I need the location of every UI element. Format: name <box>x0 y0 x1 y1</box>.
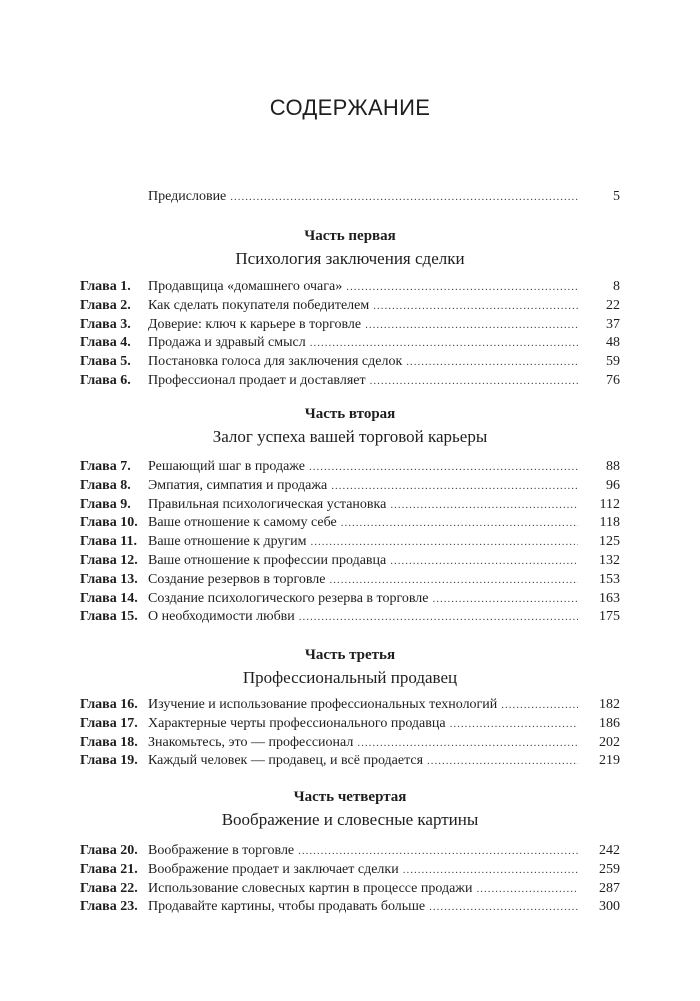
toc-entry[interactable] <box>80 334 620 353</box>
leader-dots <box>311 533 579 552</box>
page-number: 96 <box>606 477 620 493</box>
chapter-list <box>80 278 620 391</box>
leader-dots <box>476 880 578 899</box>
part-subtitle: Залог успеха вашей торговой карьеры <box>212 427 488 446</box>
chapter-label: Глава 18. <box>80 734 138 750</box>
toc-entry[interactable] <box>80 590 620 609</box>
chapter-title: Доверие: ключ к карьере в торговле <box>148 316 362 332</box>
part-heading: Часть четвертая <box>293 789 407 805</box>
leader-dots <box>433 590 579 609</box>
page-number: 186 <box>599 715 620 731</box>
chapter-title: Эмпатия, симпатия и продажа <box>148 477 328 493</box>
leader-dots <box>427 752 578 771</box>
chapter-title: Ваше отношение к профессии продавца <box>148 552 387 568</box>
chapter-title: Продажа и здравый смысл <box>148 335 306 351</box>
chapter-title: Каждый человек — продавец, и всё продается <box>148 753 424 769</box>
page-number: 182 <box>599 697 620 712</box>
chapter-label: Глава 16. <box>80 697 138 712</box>
page-number: 22 <box>606 297 620 313</box>
chapter-label: Глава 2. <box>80 297 131 313</box>
page-number: 5 <box>613 189 620 204</box>
toc-entry[interactable] <box>80 316 620 335</box>
page-number: 8 <box>613 279 620 294</box>
part-subtitle: Воображение и словесные картины <box>221 810 479 829</box>
toc-entry[interactable] <box>80 734 620 753</box>
chapter-title: Решающий шаг в продаже <box>148 459 306 474</box>
page-number: 88 <box>606 459 620 474</box>
page-number: 300 <box>599 899 620 915</box>
leader-dots <box>346 278 578 297</box>
chapter-label: Глава 11. <box>80 534 137 550</box>
leader-dots <box>299 608 578 627</box>
chapter-label: Глава 22. <box>80 880 138 896</box>
page-number: 118 <box>599 515 620 531</box>
page-number: 259 <box>599 861 620 877</box>
toc-entry[interactable] <box>80 715 620 734</box>
chapter-label: Глава 23. <box>80 899 138 915</box>
toc-entry[interactable] <box>80 898 620 917</box>
toc-entry[interactable] <box>80 458 620 477</box>
chapter-title: Профессионал продает и доставляет <box>148 372 366 388</box>
chapter-label: Глава 3. <box>80 316 131 332</box>
page-number: 125 <box>599 534 620 550</box>
part-heading: Часть вторая <box>304 406 396 422</box>
chapter-title: О необходимости любви <box>148 609 295 625</box>
chapter-title: Использование словесных картин в процессе продажи <box>148 880 473 896</box>
chapter-title: Правильная психологическая установка <box>148 496 387 512</box>
leader-dots <box>403 861 578 880</box>
leader-dots <box>331 477 578 496</box>
chapter-label: Глава 15. <box>80 609 138 625</box>
leader-dots <box>370 372 578 391</box>
leader-dots <box>429 898 578 917</box>
page-number: 153 <box>599 571 620 587</box>
toc-entry[interactable] <box>80 608 620 627</box>
part-heading: Часть третья <box>304 647 396 663</box>
leader-dots <box>230 188 578 207</box>
chapter-label: Глава 5. <box>80 354 131 370</box>
chapter-title: Изучение и использование профессиональных технологий <box>148 697 498 712</box>
part-subtitle: Психология заключения сделки <box>235 249 465 268</box>
part-header <box>0 406 700 447</box>
page-number: 287 <box>599 880 620 896</box>
part-header <box>0 647 700 688</box>
part-subtitle: Профессиональный продавец <box>242 668 458 687</box>
chapter-label: Глава 14. <box>80 590 138 606</box>
page-number: 48 <box>606 335 620 351</box>
chapter-title: Продавайте картины, чтобы продавать больше <box>148 899 426 915</box>
leader-dots <box>310 334 578 353</box>
page-title: СОДЕРЖАНИЕ <box>269 95 431 120</box>
page-number: 219 <box>599 753 620 769</box>
leader-dots <box>373 297 578 316</box>
page-number: 132 <box>599 552 620 568</box>
toc-entry[interactable] <box>80 861 620 880</box>
chapter-label: Глава 9. <box>80 496 131 512</box>
page-number: 242 <box>599 843 620 858</box>
chapter-title: Ваше отношение к самому себе <box>148 515 337 531</box>
toc-entry[interactable] <box>80 752 620 771</box>
part-header <box>0 228 700 269</box>
toc-entry[interactable] <box>80 297 620 316</box>
preface-title: Предисловие <box>148 189 227 204</box>
toc-entry[interactable] <box>80 552 620 571</box>
toc-entry[interactable] <box>80 514 620 533</box>
leader-dots <box>341 514 578 533</box>
leader-dots <box>365 316 578 335</box>
leader-dots <box>390 496 578 515</box>
toc-entry[interactable] <box>80 842 620 861</box>
chapter-label: Глава 4. <box>80 335 131 351</box>
chapter-list <box>80 458 620 627</box>
chapter-label: Глава 6. <box>80 372 131 388</box>
chapter-label: Глава 10. <box>80 515 138 531</box>
chapter-label: Глава 13. <box>80 571 138 587</box>
chapter-title: Воображение в торговле <box>148 843 295 858</box>
chapter-list <box>80 842 620 917</box>
chapter-title: Как сделать покупателя победителем <box>148 297 370 313</box>
part-header <box>0 789 700 830</box>
page-number: 37 <box>606 316 620 332</box>
page-number: 76 <box>606 372 620 388</box>
chapter-title: Создание психологического резерва в торговле <box>148 590 429 606</box>
chapter-label: Глава 8. <box>80 477 131 493</box>
part-heading: Часть первая <box>304 228 396 244</box>
leader-dots <box>450 715 578 734</box>
leader-dots <box>357 734 578 753</box>
page-number: 202 <box>599 734 620 750</box>
toc-entry[interactable] <box>80 696 620 715</box>
page-number: 112 <box>599 496 620 512</box>
chapter-title: Характерные черты профессионального продавца <box>148 715 446 731</box>
chapter-title: Ваше отношение к другим <box>148 534 307 550</box>
chapter-title: Знакомьтесь, это — профессионал <box>148 734 354 750</box>
page-number: 163 <box>599 590 620 606</box>
leader-dots <box>298 842 578 861</box>
toc-entry[interactable] <box>80 533 620 552</box>
chapter-list <box>80 696 620 771</box>
chapter-label: Глава 21. <box>80 861 138 877</box>
toc-entry[interactable] <box>80 571 620 590</box>
toc-entry[interactable] <box>80 278 620 297</box>
chapter-title: Создание резервов в торговле <box>148 571 326 587</box>
leader-dots <box>309 458 578 477</box>
leader-dots <box>406 353 578 372</box>
preface-entry[interactable] <box>80 188 620 207</box>
toc-entry[interactable] <box>80 477 620 496</box>
toc-entry[interactable] <box>80 496 620 515</box>
chapter-label: Глава 7. <box>80 459 131 474</box>
leader-dots <box>501 696 578 715</box>
chapter-label: Глава 19. <box>80 753 138 769</box>
chapter-label: Глава 12. <box>80 552 138 568</box>
toc-entry[interactable] <box>80 353 620 372</box>
chapter-label: Глава 1. <box>80 279 131 294</box>
chapter-label: Глава 20. <box>80 843 138 858</box>
chapter-title: Воображение продает и заключает сделки <box>148 861 399 877</box>
page-number: 59 <box>606 354 620 370</box>
page-number: 175 <box>599 609 620 625</box>
chapter-title: Продавщица «домашнего очага» <box>148 279 343 294</box>
chapter-title: Постановка голоса для заключения сделок <box>148 354 403 370</box>
toc-entry[interactable] <box>80 372 620 391</box>
toc-entry[interactable] <box>80 880 620 899</box>
leader-dots <box>390 552 578 571</box>
chapter-label: Глава 17. <box>80 715 138 731</box>
leader-dots <box>329 571 578 590</box>
